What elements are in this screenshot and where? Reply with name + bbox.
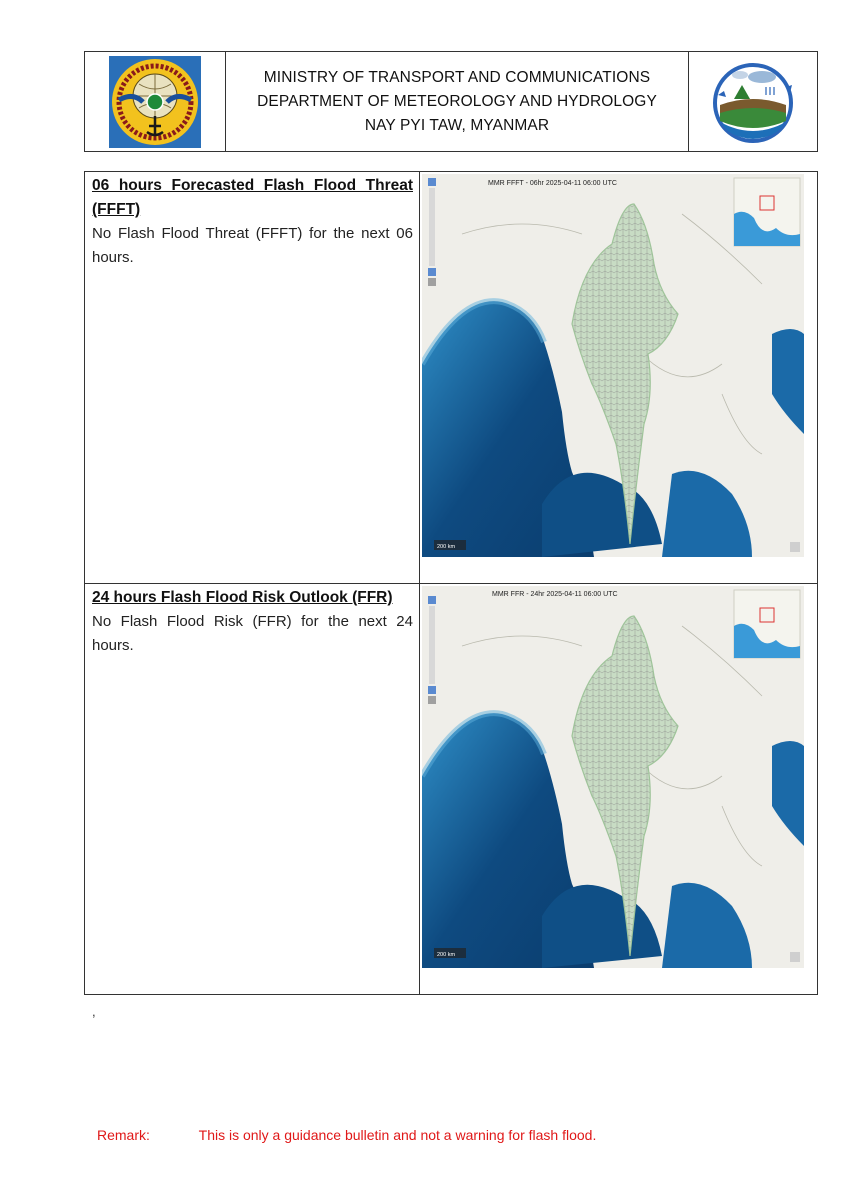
hydrology-cycle-logo-icon	[708, 57, 798, 147]
ffr-scale-bar: 200 km	[437, 952, 456, 958]
bulletin-table	[84, 171, 818, 995]
ffft-map-title: MMR FFFT - 06hr 2025-04-11 06:00 UTC	[488, 180, 617, 187]
logo-cell-left	[85, 52, 226, 151]
remark-note	[97, 1127, 596, 1143]
ffft-map	[422, 174, 804, 557]
department-name: DEPARTMENT OF METEOROLOGY AND HYDROLOGY	[257, 92, 657, 110]
ffft-scale-bar: 200 km	[437, 544, 456, 550]
ministry-emblem-icon	[109, 56, 201, 148]
remark-label: Remark:	[97, 1127, 150, 1143]
remark-text: This is only a guidance bulletin and not a warning for flash flood.	[198, 1127, 597, 1143]
letterhead	[84, 51, 818, 152]
ffft-heading: 06 hours Forecasted Flash Flood Threat (FFFT)	[92, 177, 413, 218]
ffr-map	[422, 586, 804, 968]
ffft-section	[85, 172, 817, 584]
stray-mark: ,	[92, 1004, 96, 1019]
ffr-section	[85, 584, 817, 994]
ffr-text-cell	[85, 584, 420, 994]
ffft-description: No Flash Flood Threat (FFFT) for the next 06 hours.	[92, 225, 413, 266]
logo-cell-right	[688, 52, 817, 151]
letterhead-title	[226, 52, 688, 151]
ffr-description: No Flash Flood Risk (FFR) for the next 24 hours.	[92, 613, 413, 654]
location: NAY PYI TAW, MYANMAR	[364, 116, 550, 134]
ministry-name: MINISTRY OF TRANSPORT AND COMMUNICATIONS	[263, 68, 651, 86]
ffr-heading: 24 hours Flash Flood Risk Outlook (FFR)	[92, 589, 393, 606]
ffft-text-cell	[85, 172, 420, 583]
ffr-map-title: MMR FFR - 24hr 2025-04-11 06:00 UTC	[492, 591, 618, 598]
